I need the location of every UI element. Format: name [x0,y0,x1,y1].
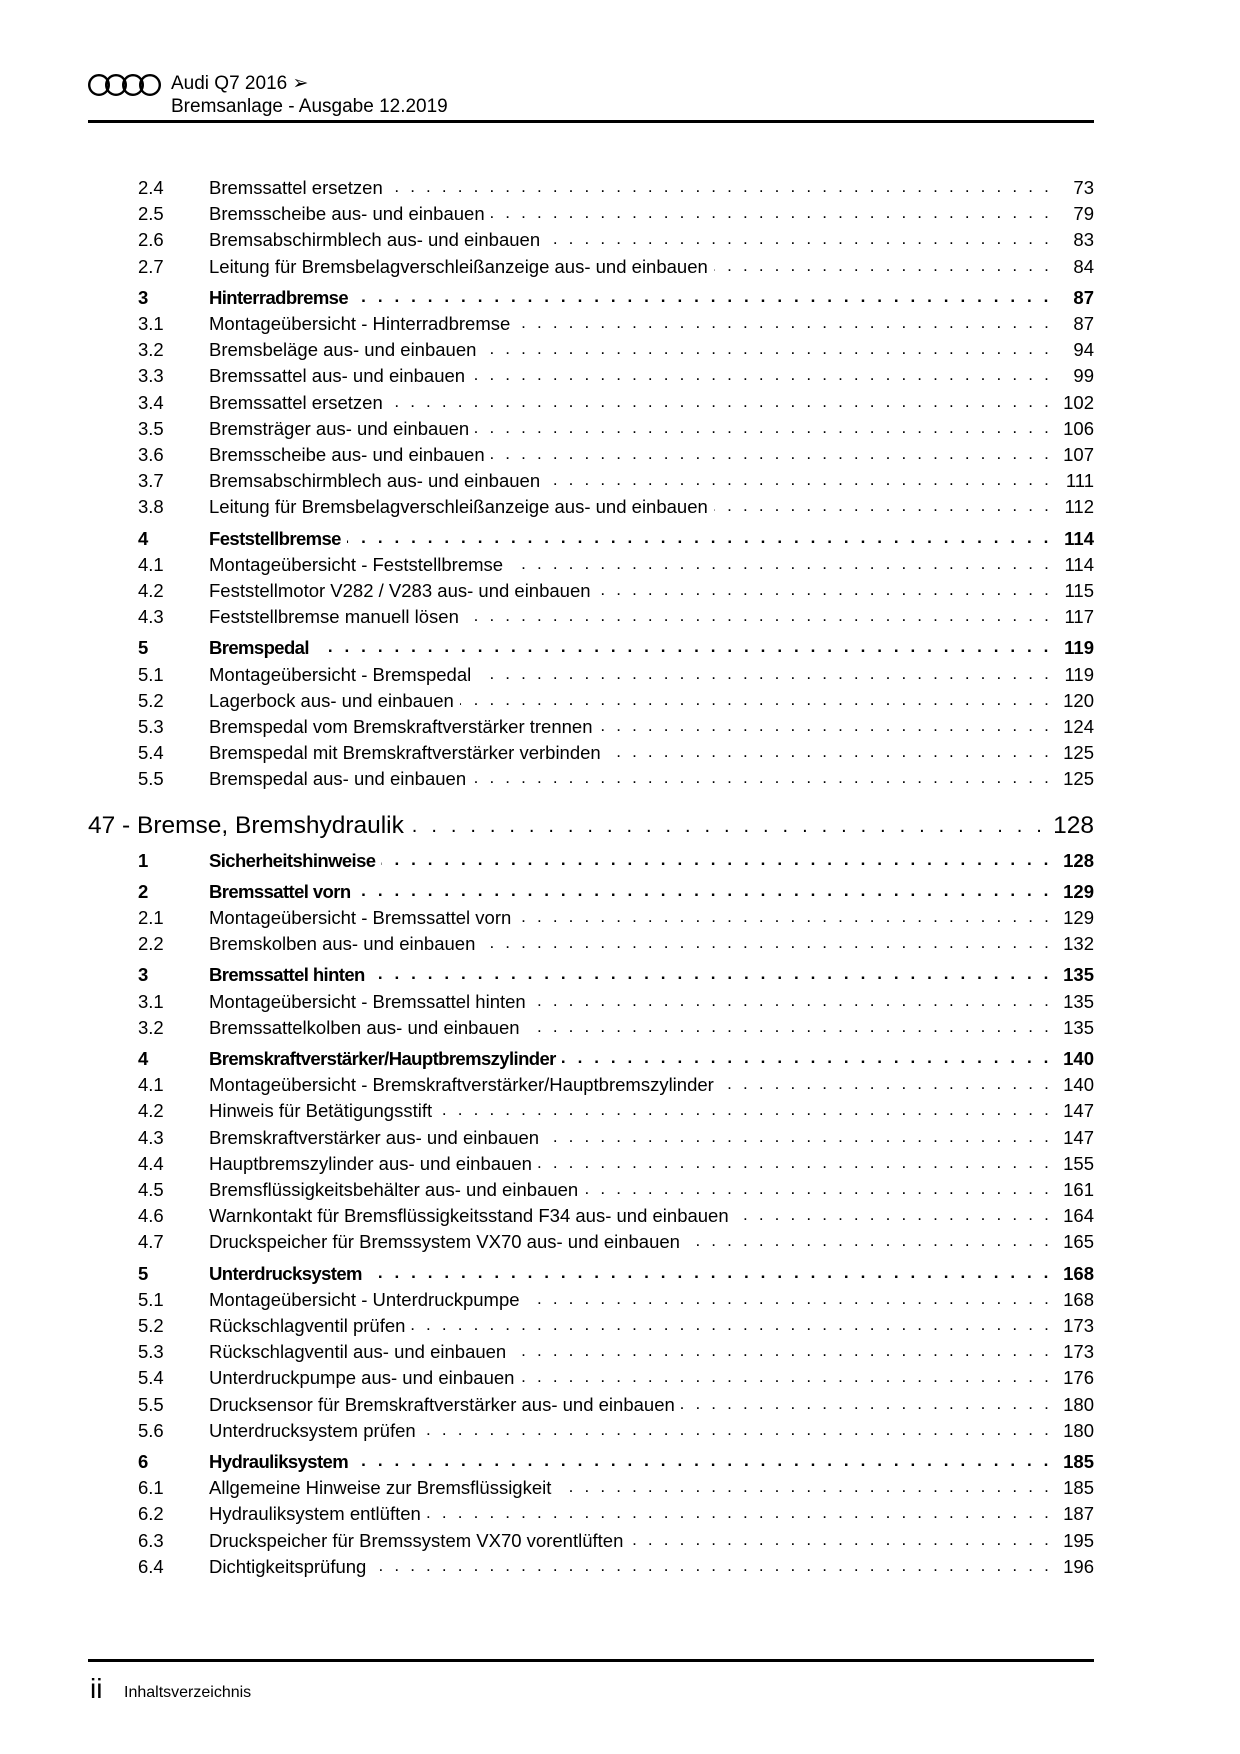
dot-leader [714,494,1052,520]
toc-number: 3.8 [138,496,164,518]
toc-title: Hydrauliksystem [209,1451,349,1472]
toc-number: 5 [138,637,148,659]
toc-title: Bremspedal mit Bremskraftverstärker verbinden [209,742,601,764]
toc-page-number: 119 [1064,637,1094,659]
toc-title: Warnkontakt für Bremsflüssigkeitsstand F34 aus- und einbauen [209,1205,729,1227]
dot-leader [368,1261,1052,1287]
toc-section[interactable] [138,962,1094,988]
toc-entry[interactable] [138,1098,1094,1124]
toc-page-number: 135 [1063,990,1094,1012]
toc-page-number: 120 [1063,689,1094,711]
dot-leader [372,1554,1052,1580]
toc-page-number: 173 [1063,1341,1094,1363]
toc-entry[interactable] [138,578,1094,604]
toc-page-number: 99 [1073,365,1094,387]
toc-page-number: 135 [1063,1016,1094,1038]
toc-entry[interactable] [138,766,1094,792]
toc-page-number: 132 [1063,933,1094,955]
toc-page-number: 129 [1063,907,1094,928]
toc-page-number: 180 [1063,1419,1094,1441]
toc-page-number: 125 [1063,742,1094,764]
dot-leader [389,390,1052,416]
toc-page-number: 164 [1063,1205,1094,1227]
header-divider [88,120,1094,123]
toc-number: 4 [138,527,148,549]
toc-page-number: 73 [1073,177,1094,198]
toc-number: 3.7 [138,470,164,492]
toc-title: Bremsträger aus- und einbauen [209,417,470,439]
toc-title: Bremsflüssigkeitsbehälter aus- und einbauen [209,1179,579,1200]
toc-page-number: 135 [1063,964,1094,986]
toc-number: 6.2 [138,1503,164,1525]
toc-number: 5.4 [138,742,164,764]
toc-number: 6.4 [138,1555,164,1577]
toc-number: 6 [138,1451,148,1472]
dot-leader [371,962,1052,988]
toc-page-number: 165 [1063,1231,1094,1253]
toc-number: 5.4 [138,1367,164,1389]
toc-number: 5.5 [138,1393,164,1415]
toc-section[interactable] [138,635,1094,661]
dot-leader [315,635,1052,661]
toc-number: 3.4 [138,391,164,413]
toc-number: 2.2 [138,933,164,955]
toc-title: Bremsbeläge aus- und einbauen [209,339,477,361]
dot-leader [381,848,1052,874]
toc-number: 2 [138,880,148,902]
toc-number: 1 [138,849,148,871]
toc-title: Montageübersicht - Bremssattel hinten [209,990,526,1012]
toc-number: 4.2 [138,580,164,601]
toc-title: Sicherheitshinweise [209,849,376,871]
toc-number: 3.6 [138,444,164,465]
toc-page-number: 140 [1063,1074,1094,1096]
toc-page-number: 185 [1063,1451,1094,1472]
toc-page-number: 129 [1063,880,1094,902]
toc-title: Bremssattel hinten [209,964,365,986]
toc-page-number: 107 [1063,444,1094,465]
toc-title: Hauptbremszylinder aus- und einbauen [209,1152,532,1174]
dot-leader [475,416,1052,442]
dot-leader [735,1203,1052,1229]
toc-number: 5.6 [138,1419,164,1441]
toc-page-number: 112 [1064,496,1094,518]
dot-leader [520,1365,1052,1391]
toc-entry[interactable] [138,363,1094,389]
toc-page-number: 168 [1063,1288,1094,1310]
toc-entry[interactable] [138,1365,1094,1391]
dot-leader [526,1287,1052,1313]
toc-number: 4.1 [138,1074,164,1096]
toc-entry[interactable] [138,1392,1094,1418]
toc-number: 2.5 [138,203,164,225]
toc-page-number: 128 [1053,811,1094,839]
toc-page-number: 196 [1063,1555,1094,1577]
toc-title: Montageübersicht - Unterdruckpumpe [209,1288,520,1310]
toc-number: 5.3 [138,1341,164,1363]
toc-page-number: 117 [1064,606,1094,628]
document-subtitle: Bremsanlage - Ausgabe 12.2019 [171,96,448,117]
toc-page-number: 125 [1063,768,1094,790]
dot-leader [599,714,1053,740]
dot-leader [720,1072,1052,1098]
toc-number: 5.3 [138,716,164,737]
toc-entry[interactable] [138,688,1094,714]
toc-title: Drucksensor für Bremskraftverstärker aus- und einbauen [209,1393,675,1415]
dot-leader [354,285,1052,311]
toc-number: 5.5 [138,768,164,790]
toc-title: Bremssattel aus- und einbauen [209,365,466,387]
toc-title: Allgemeine Hinweise zur Bremsflüssigkeit [209,1477,552,1499]
toc-section[interactable] [138,879,1094,905]
toc-page-number: 195 [1063,1529,1094,1551]
toc-section[interactable] [138,1449,1094,1475]
toc-page-number: 168 [1063,1262,1094,1284]
toc-number: 3.2 [138,1016,164,1038]
toc-entry[interactable] [138,1125,1094,1151]
toc-title: Dichtigkeitsprüfung [209,1555,367,1577]
toc-entry[interactable] [138,494,1094,520]
toc-title: Montageübersicht - Bremskraftverstärker/Hauptbremszylinder [209,1074,714,1096]
toc-title: Hydrauliksystem entlüften [209,1503,421,1525]
dot-leader [411,1313,1052,1339]
toc-title: Leitung für Bremsbelagverschleißanzeige aus- und einbauen [209,496,708,518]
toc-title: Bremspedal vom Bremskraftverstärker trennen [209,716,593,737]
dot-leader [562,1046,1052,1072]
dot-leader [584,1177,1052,1203]
toc-chapter[interactable] [88,809,1094,843]
toc-number: 3.1 [138,990,164,1012]
toc-section[interactable] [138,1261,1094,1287]
toc-number: 2.4 [138,177,164,198]
toc-entry[interactable] [138,227,1094,253]
dot-leader [509,552,1052,578]
dot-leader [460,688,1052,714]
toc-title: Bremsabschirmblech aus- und einbauen [209,470,541,492]
dot-leader [410,809,1046,843]
toc-title: Unterdrucksystem prüfen [209,1419,416,1441]
toc-page-number: 111 [1065,470,1094,492]
toc-page-number: 94 [1073,339,1094,361]
toc-entry[interactable] [138,468,1094,494]
toc-page-number: 140 [1063,1048,1094,1069]
toc-page-number: 155 [1063,1152,1094,1174]
toc-title: Montageübersicht - Feststellbremse [209,553,504,575]
toc-entry[interactable] [138,931,1094,957]
toc-page-number: 147 [1063,1126,1094,1148]
toc-title: Bremsscheibe aus- und einbauen [209,444,485,465]
toc-entry[interactable] [138,1229,1094,1255]
dot-leader [491,442,1052,468]
toc-title: Bremssattel ersetzen [209,177,383,198]
dot-leader [477,662,1052,688]
toc-entry[interactable] [138,604,1094,630]
dot-leader [357,879,1052,905]
toc-entry[interactable] [138,1554,1094,1580]
toc-page-number: 119 [1064,663,1094,685]
dot-leader [607,740,1052,766]
page-number: ii [90,1673,103,1704]
toc-number: 4.6 [138,1205,164,1227]
toc-title: Druckspeicher für Bremssystem VX70 aus- und einbauen [209,1231,680,1253]
toc-entry[interactable] [138,337,1094,363]
toc-section[interactable] [138,285,1094,311]
dot-leader [347,526,1052,552]
toc-number: 3 [138,286,148,308]
toc-page-number: 106 [1063,417,1094,439]
toc-entry[interactable] [138,1501,1094,1527]
toc-number: 2.1 [138,907,164,928]
toc-page-number: 114 [1064,527,1094,549]
toc-entry[interactable] [138,1418,1094,1444]
toc-number: 6.3 [138,1529,164,1551]
toc-entry[interactable] [138,989,1094,1015]
toc-number: 4.7 [138,1231,164,1253]
toc-entry[interactable] [138,416,1094,442]
toc-title: Hinterradbremse [209,286,349,308]
toc-entry[interactable] [138,1072,1094,1098]
toc-entry[interactable] [138,442,1094,468]
toc-number: 2.7 [138,255,164,277]
toc-number: 5.1 [138,1288,164,1310]
toc-entry[interactable] [138,1475,1094,1501]
toc-entry[interactable] [138,1528,1094,1554]
toc-title: Lagerbock aus- und einbauen [209,689,454,711]
toc-page-number: 185 [1063,1477,1094,1499]
toc-title: Bremspedal [209,637,309,659]
toc-number: 4.5 [138,1179,164,1200]
toc-title: Bremskraftverstärker/Hauptbremszylinder [209,1048,556,1069]
toc-title: Bremssattel ersetzen [209,391,383,413]
toc-number: 5.1 [138,663,164,685]
toc-title: Bremssattel vorn [209,880,351,902]
dot-leader [427,1501,1052,1527]
audi-rings-icon [88,73,162,97]
dot-leader [481,931,1052,957]
toc-entry[interactable] [138,1313,1094,1339]
toc-title: Unterdrucksystem [209,1262,362,1284]
dot-leader [389,175,1052,201]
toc-entry[interactable] [138,201,1094,227]
toc-title: Druckspeicher für Bremssystem VX70 vorentlüften [209,1529,624,1551]
toc-page-number: 115 [1064,580,1094,601]
dot-leader [545,1125,1052,1151]
dot-leader [538,1151,1052,1177]
toc-entry[interactable] [138,905,1094,931]
toc-number: 5 [138,1262,148,1284]
toc-page-number: 161 [1063,1179,1094,1200]
toc-page-number: 124 [1063,716,1094,737]
toc-section[interactable] [138,526,1094,552]
toc-page-number: 128 [1063,849,1094,871]
toc-number: 4.1 [138,553,164,575]
toc-title: Montageübersicht - Hinterradbremse [209,313,511,334]
dot-leader [471,363,1052,389]
toc-page-number: 83 [1073,229,1094,251]
toc-title: Montageübersicht - Bremssattel vorn [209,907,512,928]
toc-entry[interactable] [138,552,1094,578]
toc-number: 5.2 [138,689,164,711]
toc-title: Bremskolben aus- und einbauen [209,933,476,955]
toc-entry[interactable] [138,1339,1094,1365]
toc-title: Bremsabschirmblech aus- und einbauen [209,229,541,251]
toc-title: 47 - Bremse, Bremshydraulik [88,811,404,839]
dot-leader [532,989,1052,1015]
dot-leader [354,1449,1052,1475]
toc-page-number: 79 [1073,203,1094,225]
toc-title: Leitung für Bremsbelagverschleißanzeige aus- und einbauen [209,255,708,277]
dot-leader [681,1392,1052,1418]
toc-page-number: 176 [1063,1367,1094,1389]
toc-page-number: 147 [1063,1100,1094,1122]
dot-leader [482,337,1052,363]
toc-number: 3 [138,964,148,986]
dot-leader [516,311,1052,337]
toc-title: Rückschlagventil prüfen [209,1315,406,1336]
toc-number: 3.5 [138,417,164,439]
toc-number: 4.4 [138,1152,164,1174]
toc-entry[interactable] [138,714,1094,740]
toc-number: 4 [138,1048,148,1069]
document-title: Audi Q7 2016 ➢ [171,73,309,94]
toc-page-number: 187 [1063,1503,1094,1525]
dot-leader [472,766,1052,792]
toc-number: 5.2 [138,1315,164,1336]
toc-entry[interactable] [138,175,1094,201]
toc-page-number: 87 [1073,313,1094,334]
toc-number: 4.3 [138,606,164,628]
toc-page-number: 180 [1063,1393,1094,1415]
toc-section[interactable] [138,1046,1094,1072]
toc-entry[interactable] [138,254,1094,280]
toc-title: Feststellbremse manuell lösen [209,606,459,628]
toc-title: Bremsscheibe aus- und einbauen [209,203,485,225]
toc-number: 3.1 [138,313,164,334]
dot-leader [438,1098,1052,1124]
dot-leader [557,1475,1052,1501]
toc-entry[interactable] [138,1151,1094,1177]
dot-leader [546,468,1052,494]
footer-label: Inhaltsverzeichnis [124,1684,252,1701]
dot-leader [546,227,1052,253]
toc-title: Bremssattelkolben aus- und einbauen [209,1016,520,1038]
toc-page-number: 173 [1063,1315,1094,1336]
toc-title: Rückschlagventil aus- und einbauen [209,1341,507,1363]
toc-title: Montageübersicht - Bremspedal [209,663,472,685]
toc-entry[interactable] [138,311,1094,337]
toc-number: 4.3 [138,1126,164,1148]
toc-number: 6.1 [138,1477,164,1499]
toc-entry[interactable] [138,390,1094,416]
toc-page-number: 102 [1063,391,1094,413]
toc-entry[interactable] [138,1177,1094,1203]
dot-leader [422,1418,1052,1444]
toc-number: 3.3 [138,365,164,387]
dot-leader [465,604,1052,630]
toc-title: Hinweis für Betätigungsstift [209,1100,433,1122]
toc-entry[interactable] [138,1015,1094,1041]
toc-title: Feststellbremse [209,527,341,549]
toc-page-number: 87 [1073,286,1094,308]
toc-page-number: 84 [1073,255,1094,277]
toc-title: Bremskraftverstärker aus- und einbauen [209,1126,540,1148]
toc-entry[interactable] [138,740,1094,766]
dot-leader [526,1015,1052,1041]
dot-leader [597,578,1052,604]
toc-title: Feststellmotor V282 / V283 aus- und einbauen [209,580,591,601]
footer-divider [88,1659,1094,1662]
dot-leader [517,905,1052,931]
dot-leader [512,1339,1052,1365]
dot-leader [491,201,1052,227]
dot-leader [686,1229,1052,1255]
toc-title: Unterdruckpumpe aus- und einbauen [209,1367,515,1389]
toc-entry[interactable] [138,662,1094,688]
toc-page-number: 114 [1064,553,1094,575]
toc-section[interactable] [138,848,1094,874]
dot-leader [629,1528,1052,1554]
toc-title: Bremspedal aus- und einbauen [209,768,467,790]
toc-number: 2.6 [138,229,164,251]
toc-number: 3.2 [138,339,164,361]
toc-entry[interactable] [138,1203,1094,1229]
toc-number: 4.2 [138,1100,164,1122]
toc-entry[interactable] [138,1287,1094,1313]
dot-leader [714,254,1052,280]
